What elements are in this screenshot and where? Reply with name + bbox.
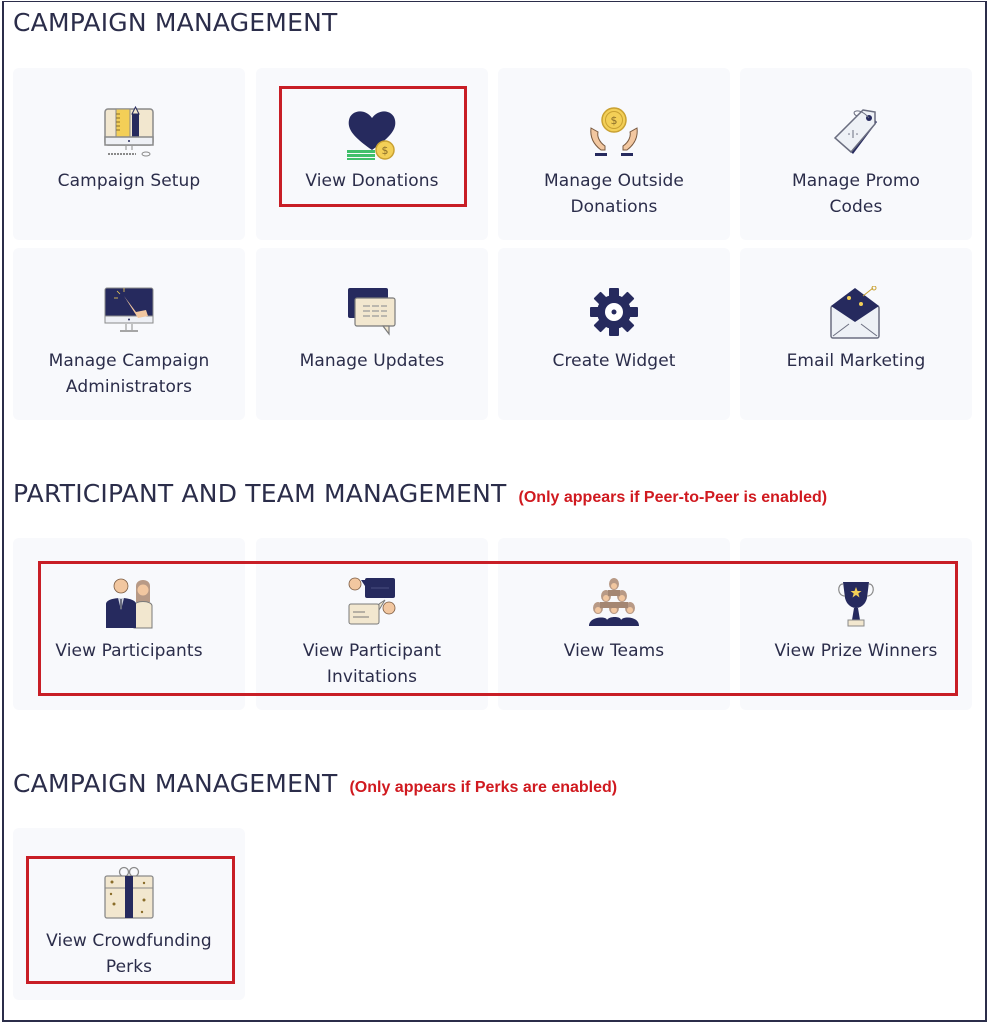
card-label: View Donations	[305, 171, 439, 191]
chat-bubbles-icon	[342, 284, 402, 340]
section-title-text: PARTICIPANT AND TEAM MANAGEMENT	[13, 479, 507, 508]
section-note: (Only appears if Perks are enabled)	[349, 779, 618, 796]
card-view-teams[interactable]	[498, 538, 730, 710]
section-title-campaign-management-perks	[13, 769, 617, 798]
section-title-campaign-management	[13, 8, 337, 37]
team-pyramid-icon	[584, 574, 644, 630]
gear-icon	[584, 284, 644, 340]
card-label: View Crowdfunding Perks	[46, 931, 212, 977]
card-label: View Participants	[55, 641, 203, 661]
envelope-icon	[826, 284, 886, 340]
card-view-participant-invitations[interactable]	[256, 538, 488, 710]
section-title-participant-team-management	[13, 479, 827, 508]
card-campaign-setup[interactable]	[13, 68, 245, 240]
card-view-participants[interactable]	[13, 538, 245, 710]
card-view-donations[interactable]	[256, 68, 488, 240]
card-view-crowdfunding-perks[interactable]	[13, 828, 245, 1000]
ruler-pencil-monitor-icon	[99, 104, 159, 160]
card-email-marketing[interactable]	[740, 248, 972, 420]
card-label: Manage Updates	[299, 351, 445, 371]
card-create-widget[interactable]	[498, 248, 730, 420]
card-manage-promo-codes[interactable]	[740, 68, 972, 240]
card-manage-campaign-administrators[interactable]	[13, 248, 245, 420]
section-title-text: CAMPAIGN MANAGEMENT	[13, 769, 338, 798]
conversation-icon	[342, 574, 402, 630]
card-manage-outside-donations[interactable]	[498, 68, 730, 240]
card-label: Manage Campaign Administrators	[48, 351, 210, 397]
heart-money-icon	[342, 104, 402, 160]
section-title-text: CAMPAIGN MANAGEMENT	[13, 8, 338, 37]
svg-text:$: $	[381, 144, 389, 157]
card-label: View Teams	[563, 641, 665, 661]
hands-coin-icon	[584, 104, 644, 160]
card-manage-updates[interactable]	[256, 248, 488, 420]
card-label: Campaign Setup	[57, 171, 201, 191]
card-label: View Prize Winners	[774, 641, 938, 661]
monitor-touch-icon	[99, 284, 159, 340]
card-label: Create Widget	[552, 351, 676, 371]
svg-text:$: $	[610, 114, 618, 127]
section-note: (Only appears if Peer-to-Peer is enabled)	[518, 489, 828, 506]
people-pair-icon	[99, 574, 159, 630]
trophy-icon	[826, 574, 886, 630]
gift-box-icon	[99, 864, 159, 920]
card-view-prize-winners[interactable]	[740, 538, 972, 710]
card-label: View Participant Invitations	[302, 641, 442, 687]
card-label: Manage Promo Codes	[791, 171, 921, 217]
price-tag-icon	[826, 104, 886, 160]
card-label: Manage Outside Donations	[544, 171, 684, 217]
card-label: Email Marketing	[786, 351, 926, 371]
